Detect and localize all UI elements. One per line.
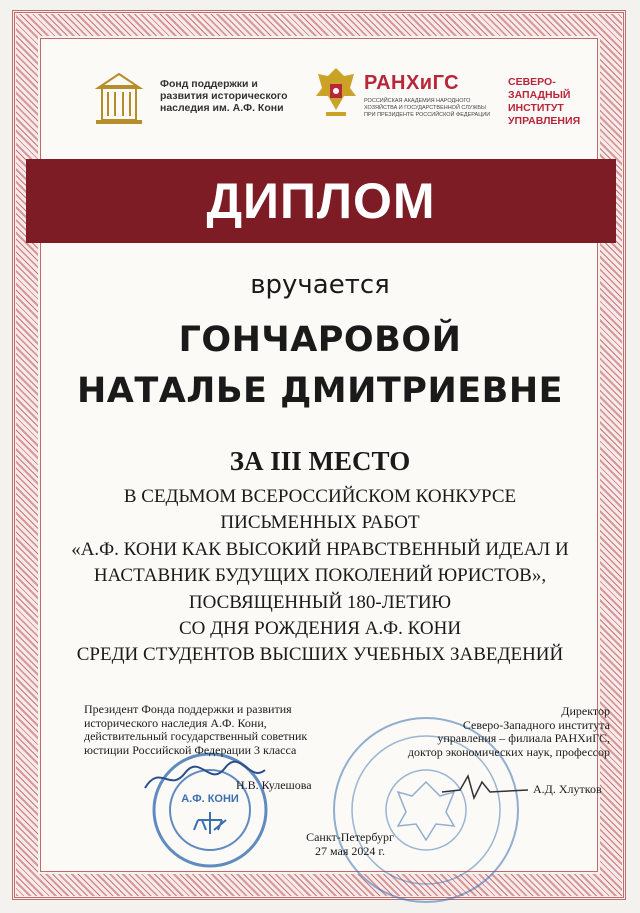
- description-line: ПИСЬМЕННЫХ РАБОТ: [220, 512, 420, 534]
- diploma-banner: [26, 159, 616, 243]
- signatory-left-line: исторического наследия А.Ф. Кони,: [84, 715, 267, 730]
- description-line: «А.Ф. КОНИ КАК ВЫСОКИЙ НРАВСТВЕННЫЙ ИДЕАЛ И: [71, 538, 569, 560]
- description-line: ПОСВЯЩЕННЫЙ 180-ЛЕТИЮ: [188, 591, 452, 613]
- description-line: СРЕДИ СТУДЕНТОВ ВЫСШИХ УЧЕБНЫХ ЗАВЕДЕНИЙ: [76, 644, 564, 666]
- diploma-title: ДИПЛОМ: [206, 173, 436, 229]
- signatory-left-line: действительный государственный советник: [84, 729, 308, 743]
- header-logos: [88, 60, 588, 140]
- signature-right: [440, 772, 530, 802]
- signatory-left-line: Президент Фонда поддержки и развития: [84, 702, 292, 716]
- ranepa-subtitle: РОССИЙСКАЯ АКАДЕМИЯ НАРОДНОГО ХОЗЯЙСТВА И ГОСУДАРСТВЕННОЙ СЛУЖБЫ ПРИ ПРЕЗИДЕНТЕ РОССИЙСКОЙ ФЕДЕРАЦИИ: [364, 98, 491, 118]
- signatory-right-line: Северо-Западного института: [462, 717, 610, 732]
- signatory-left-title: [84, 703, 344, 757]
- place-and-date: [300, 830, 400, 858]
- signatory-right-line: Директор: [561, 704, 610, 718]
- signatory-left-name: Н.В. Кулешова: [236, 778, 312, 792]
- fund-emblem-icon: [88, 66, 150, 128]
- award-description: [0, 484, 640, 669]
- stamp-center-text: А.Ф. КОНИ: [181, 793, 239, 805]
- signatory-right-line: управления – филиала РАНХиГС,: [437, 731, 610, 745]
- description-line: В СЕДЬМОМ ВСЕРОССИЙСКОМ КОНКУРСЕ: [123, 486, 517, 507]
- ranepa-title: РАНХиГС: [364, 72, 460, 94]
- recipient-given-names: НАТАЛЬЕ ДМИТРИЕВНЕ: [76, 371, 564, 411]
- recipient-surname: ГОНЧАРОВОЙ: [178, 320, 462, 360]
- ranepa-eagle-icon: [314, 62, 358, 122]
- awarded-text: вручается: [250, 270, 390, 300]
- fund-name: Фонд поддержки и развития исторического наследия им. А.Ф. Кони: [160, 78, 288, 114]
- description-line: СО ДНЯ РОЖДЕНИЯ А.Ф. КОНИ: [178, 618, 462, 640]
- date: 27 мая 2024 г.: [315, 844, 385, 858]
- signatory-left-line: юстиции Российской Федерации 3 класса: [84, 742, 297, 757]
- description-line: НАСТАВНИК БУДУЩИХ ПОКОЛЕНИЙ ЮРИСТОВ»,: [93, 565, 547, 587]
- signatory-right-name: А.Д. Хлутков: [533, 782, 602, 796]
- institute-name: СЕВЕРО-ЗАПАДНЫЙ ИНСТИТУТ УПРАВЛЕНИЯ: [508, 76, 581, 127]
- award-place: ЗА III МЕСТО: [229, 446, 411, 476]
- signatory-right-title: [360, 705, 610, 759]
- city: Санкт-Петербург: [306, 830, 394, 844]
- signatory-right-line: доктор экономических наук, профессор: [407, 744, 610, 759]
